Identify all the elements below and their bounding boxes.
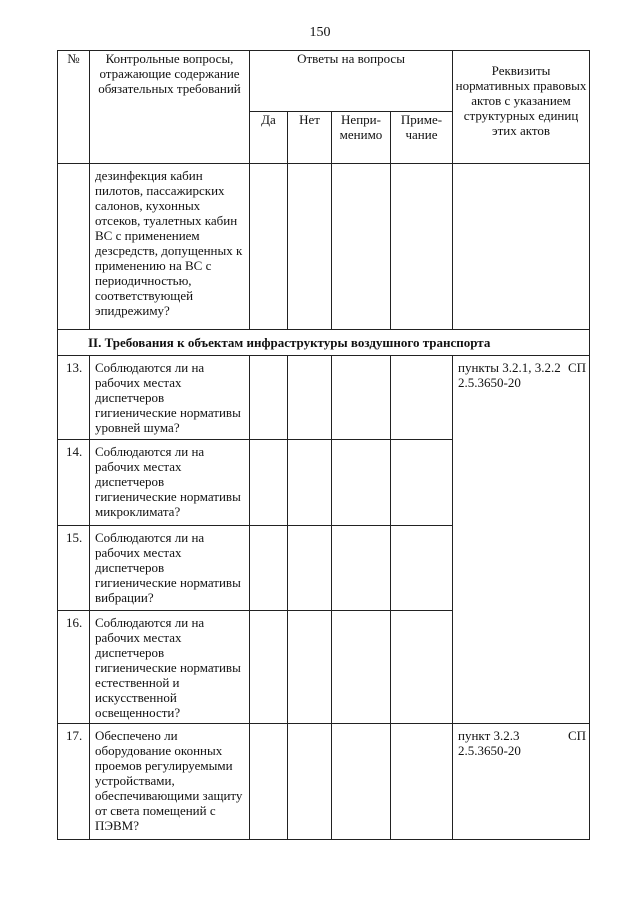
answer-yes-cell[interactable] — [250, 724, 288, 840]
answer-no-cell[interactable] — [288, 724, 332, 840]
question-cell — [90, 724, 250, 840]
answer-yes-cell[interactable] — [250, 611, 288, 724]
answer-note-cell[interactable] — [391, 356, 453, 440]
question-line: Соблюдаются ли на — [95, 615, 205, 630]
question-line: пилотов, пассажирских — [95, 183, 225, 198]
answer-yes-cell[interactable] — [250, 440, 288, 526]
question-cell — [90, 526, 250, 611]
reference-text: 2.5.3650-20 — [458, 375, 521, 390]
answer-option-label: Непри- — [341, 111, 381, 127]
header-reference-line: нормативных правовых — [455, 78, 587, 93]
continuation-row — [58, 164, 590, 330]
question-line: салонов, кухонных — [95, 198, 201, 213]
table-header-row — [58, 51, 590, 112]
question-line: от света помещений с — [95, 803, 216, 818]
answer-na-cell[interactable] — [332, 526, 391, 611]
header-question-line: Контрольные вопросы, — [105, 51, 234, 66]
header-reference-line: актов с указанием — [471, 93, 571, 108]
question-line: ПЭВМ? — [95, 818, 139, 833]
answer-option-no — [288, 111, 332, 163]
answer-yes-cell[interactable] — [250, 164, 288, 330]
header-question — [90, 51, 250, 164]
reference-text: пункты 3.2.1, 3.2.2 — [458, 360, 561, 375]
row-num: 14. — [58, 440, 90, 526]
question-line: микроклимата? — [95, 504, 181, 519]
question-line: диспетчеров — [95, 560, 165, 575]
question-line: рабочих местах — [95, 545, 182, 560]
checklist-table — [57, 50, 590, 840]
question-line: применению на ВС с — [95, 258, 212, 273]
question-line: диспетчеров — [95, 645, 165, 660]
answer-note-cell[interactable] — [391, 611, 453, 724]
answer-option-label: чание — [405, 126, 438, 142]
question-cell — [90, 356, 250, 440]
question-line: оборудование оконных — [95, 743, 223, 758]
question-line: Соблюдаются ли на — [95, 360, 205, 375]
answer-option-na — [332, 111, 391, 163]
answer-yes-cell[interactable] — [250, 526, 288, 611]
reference-cell — [453, 164, 590, 330]
question-line: гигиенические нормативы — [95, 660, 241, 675]
answer-yes-cell[interactable] — [250, 356, 288, 440]
row-num: 15. — [58, 526, 90, 611]
question-cell — [90, 440, 250, 526]
section-title: II. Требования к объектам инфраструктуры воздушного транспорта — [58, 330, 590, 356]
header-reference-line: Реквизиты — [491, 63, 551, 78]
question-line: обеспечивающими защиту — [95, 788, 243, 803]
reference-line — [458, 728, 586, 743]
question-line: отсеков, туалетных кабин — [95, 213, 238, 228]
answer-na-cell[interactable] — [332, 440, 391, 526]
answer-no-cell[interactable] — [288, 526, 332, 611]
answer-na-cell[interactable] — [332, 164, 391, 330]
question-line: периодичностью, — [95, 273, 192, 288]
table-row — [58, 356, 590, 440]
question-line: гигиенические нормативы — [95, 575, 241, 590]
answer-option-label: Да — [261, 111, 276, 127]
reference-text: пункт 3.2.3 — [458, 728, 520, 743]
header-reference-line: этих актов — [492, 123, 551, 138]
reference-text: 2.5.3650-20 — [458, 743, 521, 758]
question-line: эпидрежиму? — [95, 303, 170, 318]
question-line: рабочих местах — [95, 630, 182, 645]
question-line: дезсредств, допущенных к — [95, 243, 243, 258]
row-num: 17. — [58, 724, 90, 840]
answer-no-cell[interactable] — [288, 356, 332, 440]
question-line: устройствами, — [95, 773, 175, 788]
row-num: 16. — [58, 611, 90, 724]
question-line: естественной и — [95, 675, 180, 690]
row-num: 13. — [58, 356, 90, 440]
question-line: искусственной — [95, 690, 177, 705]
answer-na-cell[interactable] — [332, 356, 391, 440]
header-answers: Ответы на вопросы — [250, 51, 453, 112]
header-question-line: обязательных требований — [98, 81, 241, 96]
question-line: гигиенические нормативы — [95, 489, 241, 504]
answer-option-yes — [250, 111, 288, 163]
question-line: рабочих местах — [95, 459, 182, 474]
question-line: рабочих местах — [95, 375, 182, 390]
question-line: ВС с применением — [95, 228, 200, 243]
question-line: Соблюдаются ли на — [95, 444, 205, 459]
question-line: диспетчеров — [95, 390, 165, 405]
reference-cell — [453, 356, 590, 724]
row-num-cell — [58, 164, 90, 330]
header-reference-line: структурных единиц — [463, 108, 579, 123]
page-number: 150 — [309, 25, 331, 40]
answer-option-note — [391, 111, 453, 163]
question-line: Соблюдаются ли на — [95, 530, 205, 545]
answer-option-label: менимо — [339, 126, 383, 142]
question-line: диспетчеров — [95, 474, 165, 489]
question-line: проемов регулируемыми — [95, 758, 233, 773]
question-line: уровней шума? — [95, 420, 180, 435]
question-line: соответствующей — [95, 288, 194, 303]
question-line: дезинфекция кабин — [95, 168, 203, 183]
answer-note-cell[interactable] — [391, 440, 453, 526]
answer-no-cell[interactable] — [288, 164, 332, 330]
question-line — [95, 728, 245, 743]
answer-na-cell[interactable] — [332, 724, 391, 840]
question-line: освещенности? — [95, 705, 181, 720]
header-reference — [453, 51, 590, 164]
answer-note-cell[interactable] — [391, 526, 453, 611]
reference-cell — [453, 724, 590, 840]
reference-line — [458, 360, 586, 375]
question-cell — [90, 164, 250, 330]
answer-note-cell[interactable] — [391, 724, 453, 840]
answer-no-cell[interactable] — [288, 440, 332, 526]
answer-option-label: Приме- — [400, 111, 443, 127]
question-line: вибрации? — [95, 590, 154, 605]
answer-note-cell[interactable] — [391, 164, 453, 330]
header-num: № — [58, 51, 90, 164]
question-line: гигиенические нормативы — [95, 405, 241, 420]
answer-option-label: Нет — [299, 111, 320, 127]
question-cell — [90, 611, 250, 724]
question-text: Обеспечено ли — [95, 728, 178, 743]
table-row — [58, 724, 590, 840]
reference-text: СП — [567, 728, 587, 743]
answer-no-cell[interactable] — [288, 611, 332, 724]
section-row — [58, 330, 590, 356]
header-question-line: отражающие содержание — [99, 66, 240, 81]
answer-na-cell[interactable] — [332, 611, 391, 724]
reference-text: СП — [567, 360, 587, 375]
